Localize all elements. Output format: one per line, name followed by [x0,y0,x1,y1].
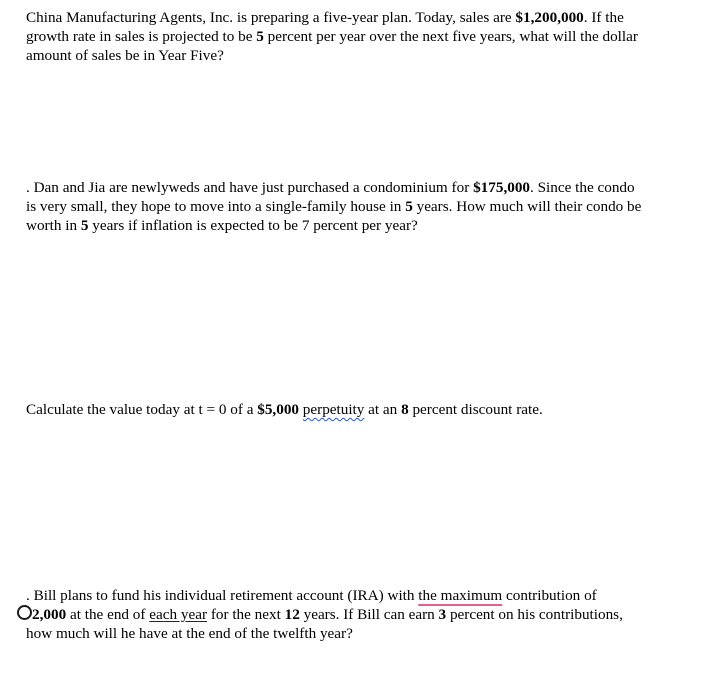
q3-text-4: percent discount rate. [408,401,543,418]
question-sales-growth [26,8,646,65]
q3-text-3: at an [364,401,402,418]
q2-condo-price: $175,000 [473,179,531,196]
q2-text-1: . Dan and Jia are newlyweds and have just purchased a condominium for [26,179,474,196]
q4-text-3: at the end of [66,606,150,623]
q1-text-1: China Manufacturing Agents, Inc. is preparing a five-year plan. Today, sales are [26,9,516,26]
q4-text-4: for the next [207,606,285,623]
q1-text-2: . If the growth rate in sales is projected to be [26,9,624,45]
q3-perpetuity-word: perpetuity [302,401,365,418]
q4-text-1: . Bill plans to fund his individual retirement account (IRA) with [26,587,419,604]
q2-text-3: years. How much will their condo be worth in [26,198,642,234]
q3-discount-rate: 8 [401,401,409,418]
q4-each-year: each year [149,606,208,623]
q2-text-2: . Since the condo is very small, they hope to move into a single-family house in [26,179,635,215]
q2-years-2: 5 [80,217,89,234]
q1-growth-rate: 5 [256,28,264,45]
circle-icon [17,605,32,620]
q2-text-4: years if inflation is expected to be 7 percent per year? [88,217,418,234]
q4-maximum-phrase: the maximum [418,587,503,604]
q1-text-3: percent per year over the next five years, what will the dollar amount of sales be in Year Five? [26,28,638,64]
q4-text-2: contribution of [502,587,597,604]
q4-years: 12 [284,606,300,623]
question-ira [26,586,646,643]
q4-text-6: percent on his contributions, how much will he have at the end of the twelfth year? [26,606,623,642]
q1-sales-amount: $1,200,000 [515,9,584,26]
question-perpetuity [26,400,646,419]
question-condo-value [26,178,646,235]
q4-contribution: 2,000 [32,606,67,623]
q2-years-1: 5 [405,198,413,215]
q4-rate: 3 [438,606,447,623]
q4-text-5: years. If Bill can earn [299,606,439,623]
q3-payment: $5,000 [257,401,299,418]
q3-text-1: Calculate the value today at t = 0 of a [26,401,258,418]
